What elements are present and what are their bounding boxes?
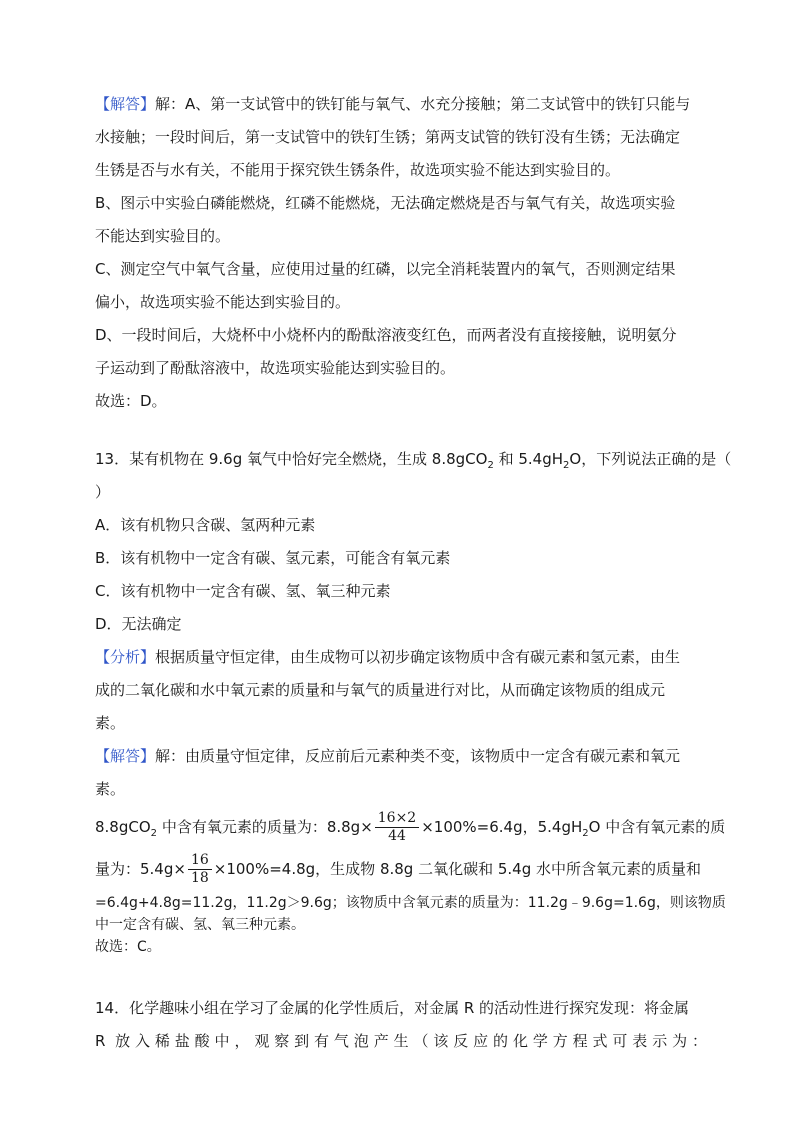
q14-stem-line-1: 14．化学趣味小组在学习了金属的化学性质后，对金属 R 的活动性进行探究发现：将金属 (95, 999, 690, 1017)
q13-analysis-line-1: 【分析】根据质量守恒定律，由生成物可以初步确定该物质中含有碳元素和氢元素，由生 (95, 648, 681, 666)
q13-answer-line-2: 素。 (95, 780, 126, 798)
q13-option-b: B．该有机物中一定含有碳、氢元素，可能含有氧元素 (95, 549, 451, 567)
answer-tag: 【解答】 (95, 747, 156, 765)
q13-calc-line-1: 8.8gCO$_2$ 中含有氧元素的质量为：8.8g× $\frac{16\times 2}{44}$ ×100%=6.4g，$5.4gH_2O$ 中含有氧元素的质 (95, 810, 726, 844)
q13-option-d: D．无法确定 (95, 615, 182, 633)
q12-option-d-line-1: D、一段时间后，大烧杯中小烧杯内的酚酞溶液变红色，而两者没有直接接触，说明氨分 (95, 326, 677, 344)
q13-option-a: A．该有机物只含碳、氢两种元素 (95, 516, 316, 534)
q13-analysis-line-2: 成的二氧化碳和水中氧元素的质量和与氧气的质量进行对比，从而确定该物质的组成元 (95, 681, 666, 699)
q12-conclusion: 故选：D。 (95, 392, 167, 410)
q14-stem-line-2: R 放入稀盐酸中，观察到有气泡产生（该反应的化学方程式可表示为： (95, 1032, 707, 1050)
q12-answer-line-1: 【解答】解：A、第一支试管中的铁钉能与氧气、水充分接触；第二支试管中的铁钉只能与 (95, 95, 691, 113)
q12-option-d-line-2: 子运动到了酚酞溶液中，故选项实验能达到实验目的。 (95, 359, 456, 377)
q12-option-c-line-2: 偏小，故选项实验不能达到实验目的。 (95, 293, 351, 311)
answer-tag: 【解答】 (95, 95, 156, 113)
q13-stem-line-1: 13．某有机物在 9.6g 氧气中恰好完全燃烧，生成 8.8gCO$_2$ 和 $5.4gH_2O$，下列说法正确的是（ (95, 450, 732, 471)
fraction-16x2-over-44: $\frac{16\times 2}{44}$ (375, 810, 419, 845)
q13-calc-line-3: =6.4g+4.8g=11.2g，11.2g＞9.6g；该物质中含氧元素的质量为：11.2g﹣9.6g=1.6g，则该物质 (95, 895, 726, 911)
fraction-16-over-18: $\frac{16}{18}$ (188, 852, 212, 887)
q13-option-c: C．该有机物中一定含有碳、氢、氧三种元素 (95, 582, 391, 600)
q13-calc-line-4: 中一定含有碳、氢、氧三种元素。 (95, 917, 305, 933)
q12-answer-line-2: 水接触；一段时间后，第一支试管中的铁钉生锈；第两支试管的铁钉没有生锈；无法确定 (95, 128, 681, 146)
q12-option-c-line-1: C、测定空气中氧气含量，应使用过量的红磷，以完全消耗装置内的氧气，否则测定结果 (95, 260, 676, 278)
q13-stem-line-2: ） (95, 483, 111, 501)
analysis-tag: 【分析】 (95, 648, 156, 666)
q12-option-b-line-1: B、图示中实验白磷能燃烧，红磷不能燃烧，无法确定燃烧是否与氧气有关，故选项实验 (95, 194, 676, 212)
q13-calc-line-2: 量为：5.4g× $\frac{16}{18}$ ×100%=4.8g，生成物 8.8g 二氧化碳和 5.4g 水中所含氧元素的质量和 (95, 852, 702, 886)
q13-answer-line-1: 【解答】解：由质量守恒定律，反应前后元素种类不变，该物质中一定含有碳元素和氧元 (95, 747, 681, 765)
q12-option-b-line-2: 不能达到实验目的。 (95, 227, 231, 245)
q12-answer-line-3: 生锈是否与水有关，不能用于探究铁生锈条件，故选项实验不能达到实验目的。 (95, 161, 621, 179)
q13-conclusion: 故选：C。 (95, 939, 161, 955)
q13-analysis-line-3: 素。 (95, 714, 126, 732)
